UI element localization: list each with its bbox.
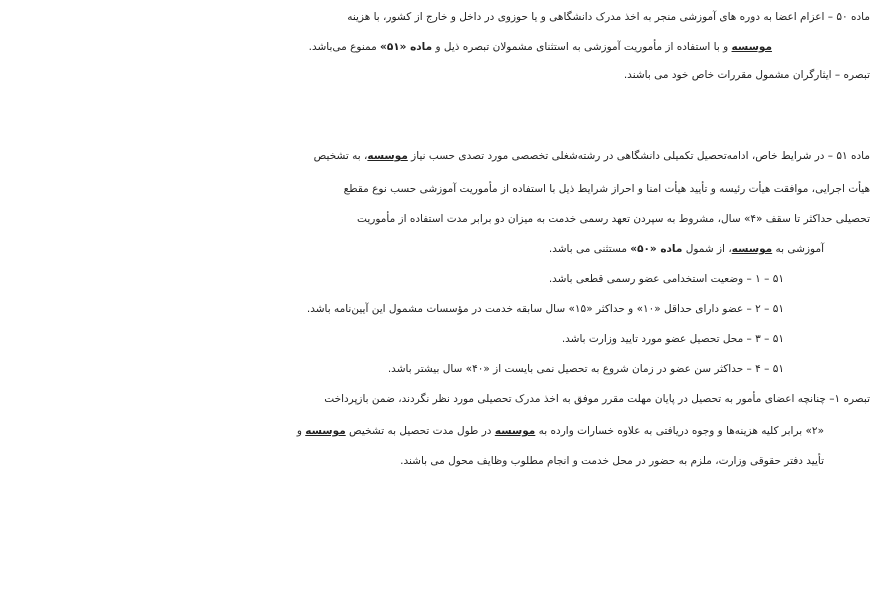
clause-51-3: ۵۱ – ۳ – محل تحصیل عضو مورد تایید وزارت باشد. [561,333,784,345]
art51-note1-line1: تبصره ۱– چنانچه اعضای مأمور به تحصیل در پایان مهلت مقرر موفق به اخذ مدرک تحصیلی مورد نظر نگردند، ضمن بازپرداخت [324,393,870,405]
keyword-institution: موسسه [731,41,772,53]
art51-note1-line3: تأیید دفتر حقوقی وزارت، ملزم به حضور در محل خدمت و انجام مطلوب وظایف محول می باشند. [400,455,824,467]
art51-line2: هیأت اجرایی، موافقت هیأت رئیسه و تأیید هیأت امنا و احراز شرایط ذیل با استفاده از مأموریت آموزشی حسب نوع مقطع [343,183,870,195]
clause-51-1: ۵۱ – ۱ – وضعیت استخدامی عضو رسمی قطعی باشد. [548,273,784,285]
art51-note1-line2: «۲» برابر کلیه هزینه‌ها و وجوه دریافتی به علاوه خسارات وارده به موسسه در طول مدت تحصیل به تشخیص موسسه و [296,425,824,437]
clause-51-2: ۵۱ – ۲ – عضو دارای حداقل «۱۰» و حداکثر «۱۵» سال سابقه خدمت در مؤسسات مشمول این آیین‌نامه باشد. [306,303,784,315]
art50-line2: موسسه و با استفاده از مأموریت آموزشی به استثنای مشمولان تبصره ذیل و ماده «۵۱» ممنوع می‌باشد. [308,41,772,53]
keyword-institution: موسسه [731,243,773,255]
keyword-institution: موسسه [494,425,536,437]
clause-51-4: ۵۱ – ۴ – حداکثر سن عضو در زمان شروع به تحصیل نمی بایست از «۴۰» سال بیشتر باشد. [387,363,784,375]
art51-line1: ماده ۵۱ – در شرایط خاص، ادامه‌تحصیل تکمیلی دانشگاهی در رشته‌شغلی تخصصی مورد تصدی حسب نیاز موسسه، به تشخیص [313,150,870,162]
art50-line1: ماده ۵۰ – اعزام اعضا به دوره های آموزشی منجر به اخذ مدرک دانشگاهی و یا حوزوی در داخل و خارج از کشور، با هزینه [347,11,870,23]
keyword-institution: موسسه [305,425,346,437]
keyword-institution: موسسه [367,150,408,162]
art50-note: تبصره – ایثارگران مشمول مقررات خاص خود می باشند. [623,69,870,81]
art51-line4: آموزشی به موسسه، از شمول ماده «۵۰» مستثنی می باشد. [548,243,824,255]
art51-line3: تحصیلی حداکثر تا سقف «۴» سال، مشروط به سپردن تعهد رسمی خدمت به میزان دو برابر مدت استفاده از مأموریت [357,213,870,225]
keyword-article-51: ماده «۵۱» [380,41,433,53]
keyword-article-50: ماده «۵۰» [630,243,683,255]
